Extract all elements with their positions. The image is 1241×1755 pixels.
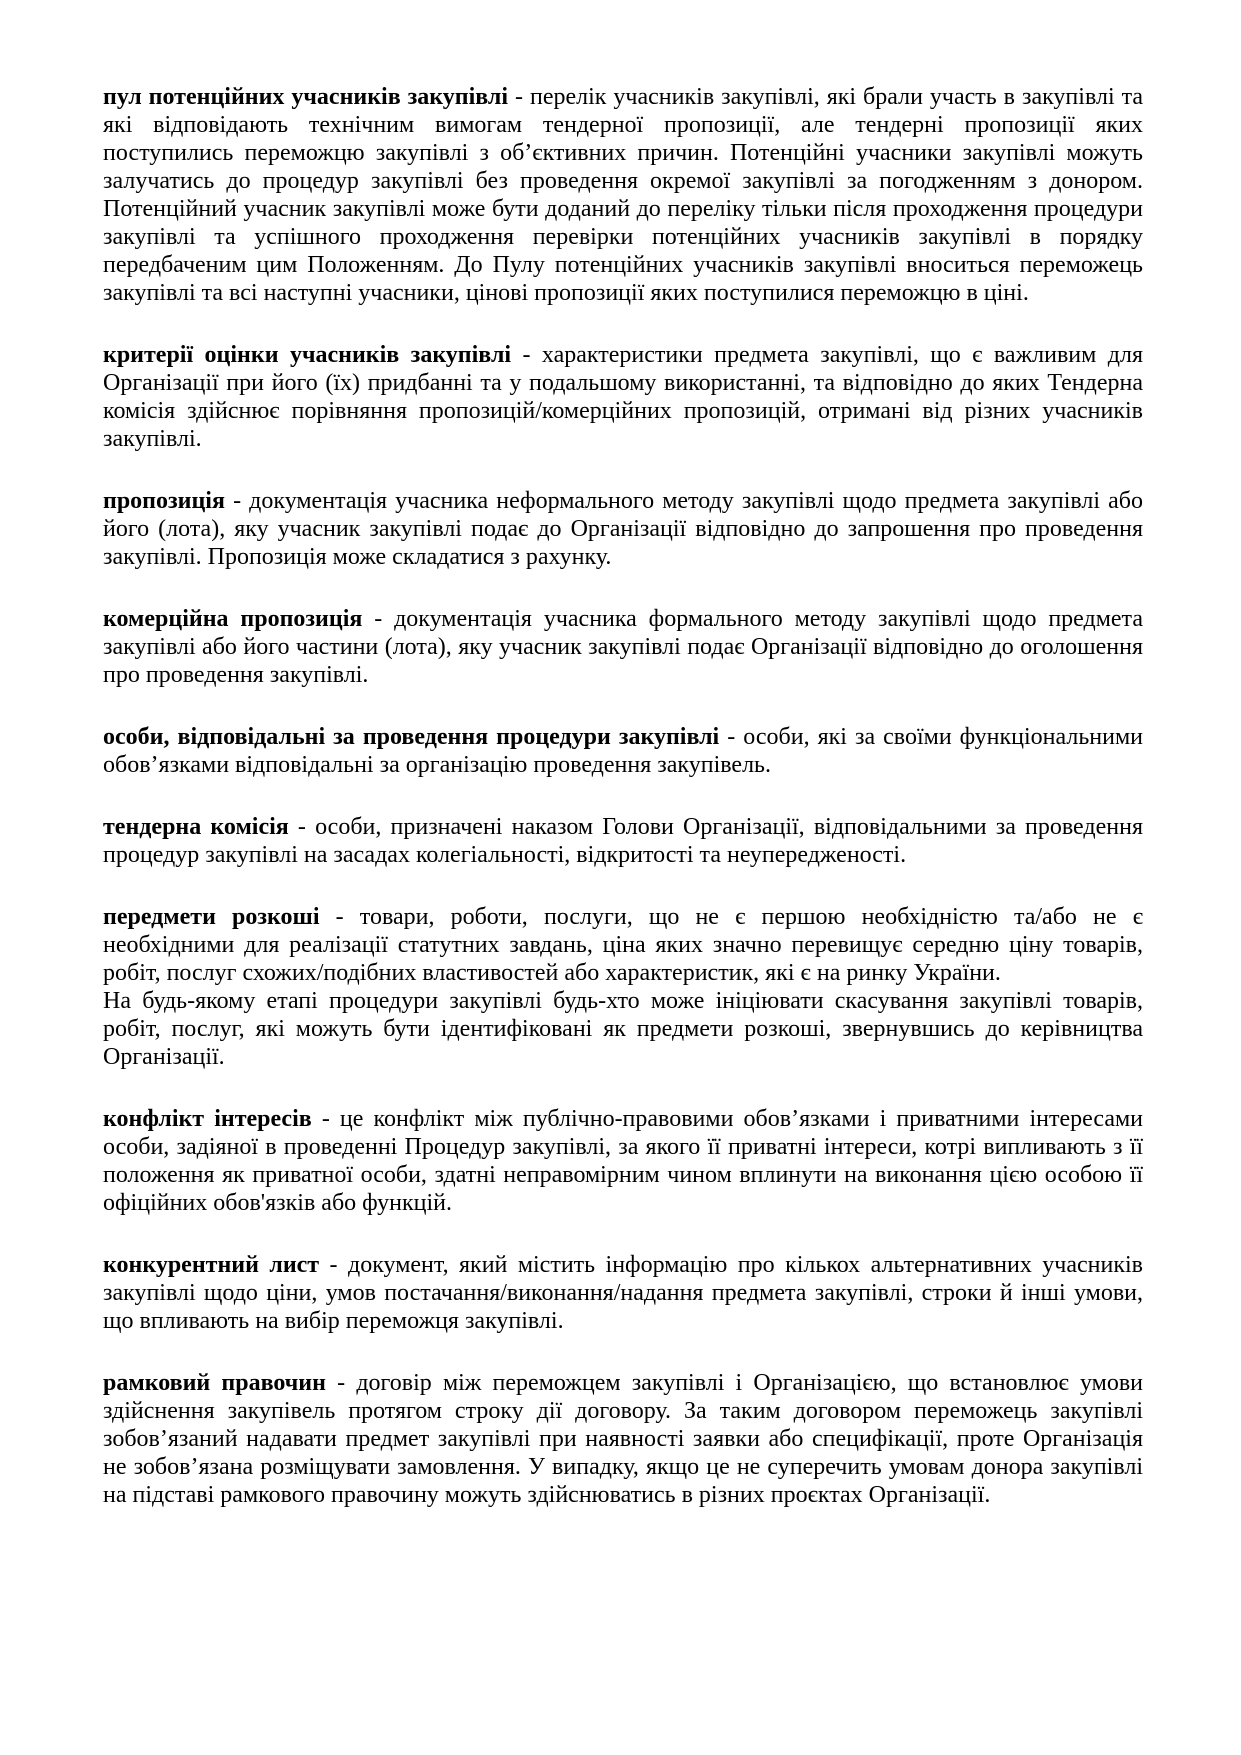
definition-extra: На будь-якому етапі процедури закупівлі будь-хто може ініціювати скасування закупівлі товарів, робіт, послуг, які можуть бути ідентифіковані як предмети розкоші, звернувшись до керівництва Організації. xyxy=(103,988,1143,1070)
definition-body: перелік учасників закупівлі, які брали участь в закупівлі та які відповідають технічним вимогам тендерної пропозиції, але тендерні пропозиції яких поступились переможцю закупівлі з об’єктивних причин. Потенційні учасники закупівлі можуть залучатись до процедур закупівлі без проведення окремої закупівлі за погодженням з донором. Потенційний учасник закупівлі може бути доданий до переліку тільки після проходження процедури закупівлі та успішного проходження перевірки потенційних учасників закупівлі в порядку передбаченим цим Положенням. До Пулу потенційних учасників закупівлі вноситься переможець закупівлі та всі наступні учасники, цінові пропозиції яких поступилися переможцю в ціні. xyxy=(103,84,1144,306)
definition-separator: - xyxy=(319,1252,348,1278)
definition-term: тендерна комісія xyxy=(103,814,289,840)
definition-separator: - xyxy=(288,814,316,840)
definition-separator: - xyxy=(319,904,360,930)
definition-separator: - xyxy=(362,606,395,632)
definition-body: це конфлікт між публічно-правовими обов’язками і приватними інтересами особи, задіяної в проведенні Процедур закупівлі, за якого її приватні інтереси, котрі випливають з її положення як приватної особи, здатні неправомірним чином вплинути на виконання цією особою її офіційних обов'язків або функцій. xyxy=(103,1106,1144,1216)
definition-separator: - xyxy=(719,724,744,750)
definition-body: документ, який містить інформацію про кількох альтернативних учасників закупівлі щодо ціни, умов постачання/виконання/надання предмета закупівлі, строки й інші умови, що впливають на вибір переможця закупівлі. xyxy=(103,1252,1143,1334)
definition-paragraph xyxy=(103,1251,1143,1335)
definition-paragraph xyxy=(103,903,1143,1071)
definition-body: особи, призначені наказом Голови Організації, відповідальними за проведення процедур закупівлі на засадах колегіальності, відкритості та неупередженості. xyxy=(103,814,1143,868)
definition-term: передмети розкоші xyxy=(103,904,320,930)
definition-term: конкурентний лист xyxy=(103,1252,320,1278)
definition-body: документація учасника формального методу закупівлі щодо предмета закупівлі або його частини (лота), яку учасник закупівлі подає Організації відповідно до оголошення про проведення закупівлі. xyxy=(103,606,1143,688)
definition-body: документація учасника неформального методу закупівлі щодо предмета закупівлі або його (лота), яку учасник закупівлі подає до Організації відповідно до запрошення про проведення закупівлі. Пропозиція може складатися з рахунку. xyxy=(103,488,1143,570)
definition-term: пул потенційних учасників закупівлі xyxy=(103,84,509,110)
definition-separator: - xyxy=(311,1106,340,1132)
definition-separator: - xyxy=(508,84,531,110)
definitions-list xyxy=(103,83,1143,1509)
definition-term: рамковий правочин xyxy=(103,1370,326,1396)
definition-body: характеристики предмета закупівлі, що є важливим для Організації при його (їх) придбанні та у подальшому використанні, та відповідно до яких Тендерна комісія здійснює порівняння пропозицій/комерційних пропозицій, отримані від різних учасників закупівлі. xyxy=(103,342,1143,452)
definition-body: особи, які за своїми функціональними обов’язками відповідальні за організацію проведення закупівель. xyxy=(103,724,1144,778)
definition-paragraph xyxy=(103,341,1143,453)
definition-term: комерційна пропозиція xyxy=(103,606,363,632)
definition-term: особи, відповідальні за проведення процедури закупівлі xyxy=(103,724,720,750)
definition-term: пропозиція xyxy=(103,488,225,514)
definition-paragraph xyxy=(103,1369,1143,1509)
definition-term: конфлікт інтересів xyxy=(103,1106,312,1132)
definition-paragraph xyxy=(103,813,1143,869)
definition-term: критерії оцінки учасників закупівлі xyxy=(103,342,512,368)
definition-paragraph xyxy=(103,83,1143,307)
definition-paragraph xyxy=(103,723,1143,779)
definition-body: договір між переможцем закупівлі і Організацією, що встановлює умови здійснення закупівель протягом строку дії договору. За таким договором переможець закупівлі зобов’язаний надавати предмет закупівлі при наявності заявки або специфікації, проте Організація не зобов’язана розміщувати замовлення. У випадку, якщо це не суперечить умовам донора закупівлі на підставі рамкового правочину можуть здійснюватись в різних проєктах Організації. xyxy=(103,1370,1143,1508)
definition-paragraph xyxy=(103,605,1143,689)
definition-paragraph xyxy=(103,1105,1143,1217)
definition-paragraph xyxy=(103,487,1143,571)
definition-separator: - xyxy=(224,488,250,514)
definition-separator: - xyxy=(325,1370,357,1396)
definition-body: товари, роботи, послуги, що не є першою необхідністю та/або не є необхідними для реалізації статутних завдань, ціна яких значно перевищує середню ціну товарів, робіт, послуг схожих/подібних властивостей або характеристик, які є на ринку України. xyxy=(103,904,1143,986)
definition-separator: - xyxy=(511,342,542,368)
